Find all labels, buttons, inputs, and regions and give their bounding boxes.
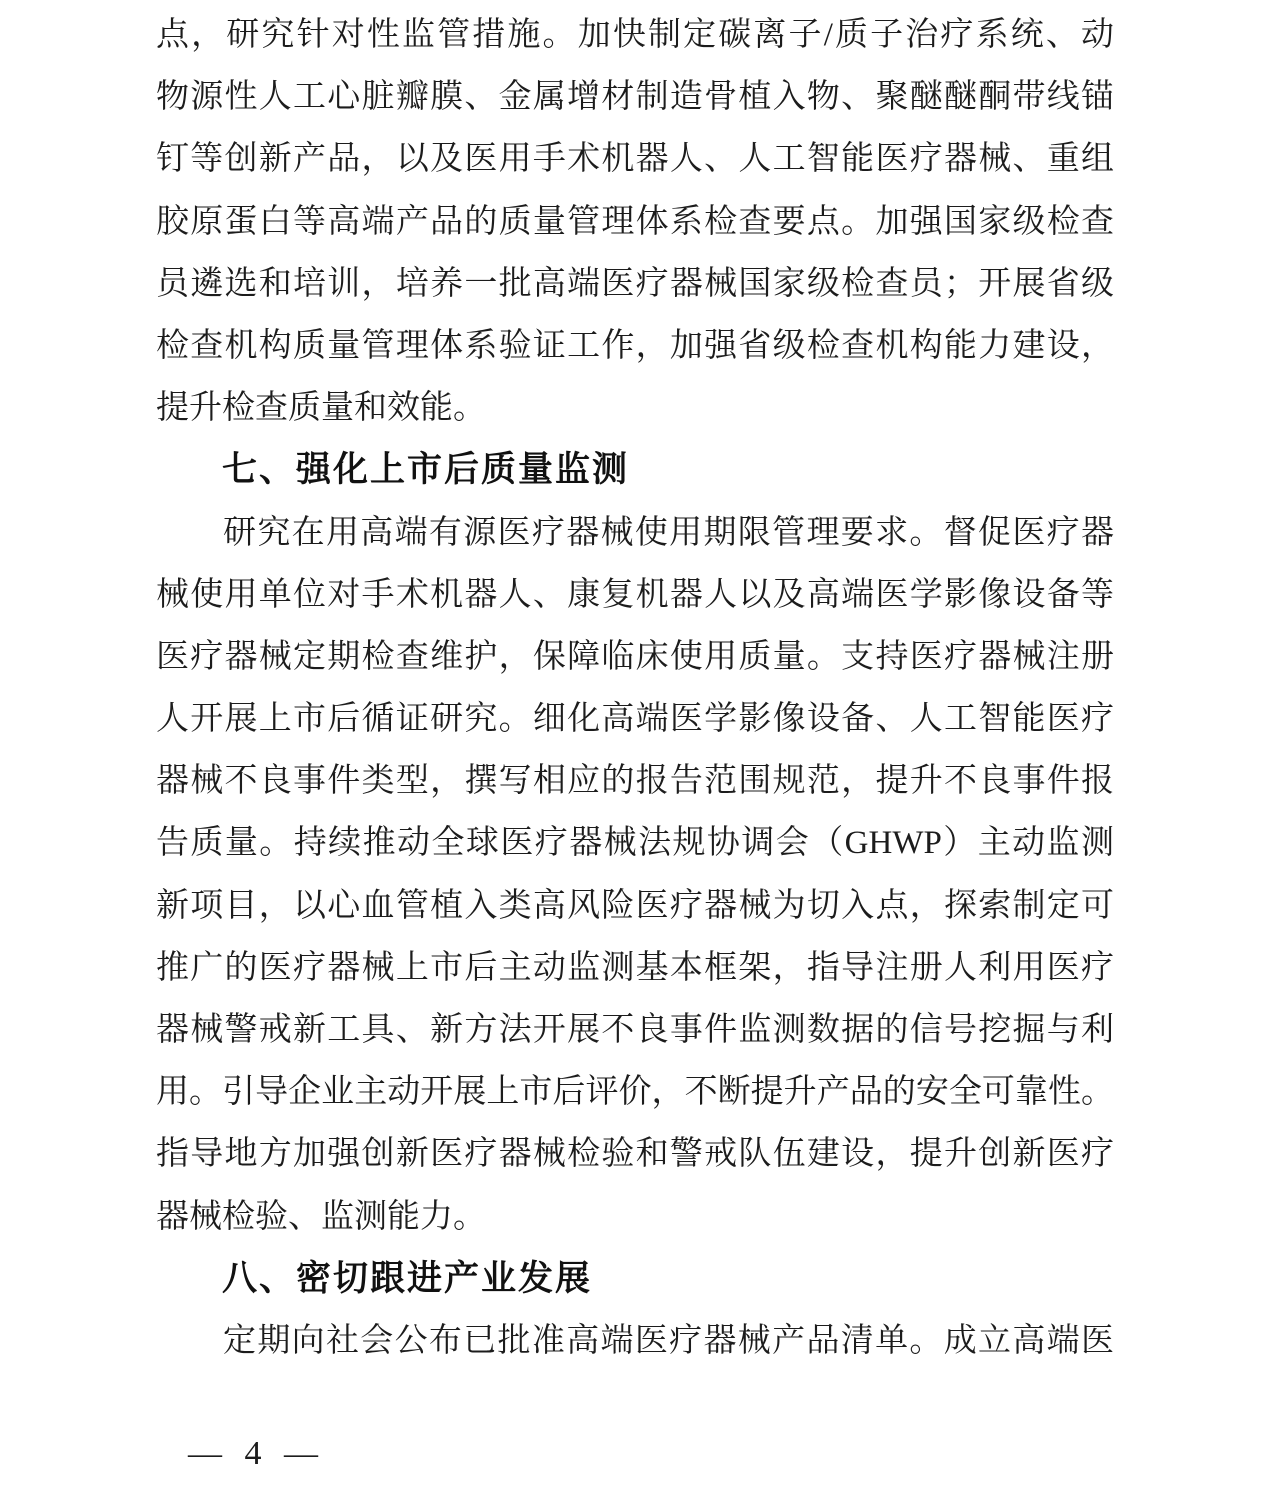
document-body [156,4,1114,1372]
document-line: 医疗器械定期检查维护，保障临床使用质量。支持医疗器械注册 [156,638,1114,675]
section-heading-8: 八、密切跟进产业发展 [222,1258,593,1298]
document-line: 器械不良事件类型，撰写相应的报告范围规范，提升不良事件报 [156,763,1114,800]
document-line: 人开展上市后循证研究。细化高端医学影像设备、人工智能医疗 [156,701,1114,738]
document-line: 检查机构质量管理体系验证工作，加强省级检查机构能力建设， [156,327,1114,364]
document-line: 告质量。持续推动全球医疗器械法规协调会（GHWP）主动监测 [156,825,1114,862]
page-number: — 4 — [188,1435,322,1472]
document-line: 用。引导企业主动开展上市后评价，不断提升产品的安全可靠性。 [156,1074,1114,1111]
document-line: 推广的医疗器械上市后主动监测基本框架，指导注册人利用医疗 [156,949,1114,986]
document-line: 新项目，以心血管植入类高风险医疗器械为切入点，探索制定可 [156,887,1114,924]
document-line: 胶原蛋白等高端产品的质量管理体系检查要点。加强国家级检查 [156,203,1114,240]
document-line: 研究在用高端有源医疗器械使用期限管理要求。督促医疗器 [223,514,1114,551]
document-line: 物源性人工心脏瓣膜、金属增材制造骨植入物、聚醚醚酮带线锚 [156,79,1114,116]
document-line: 员遴选和培训，培养一批高端医疗器械国家级检查员；开展省级 [156,265,1114,302]
document-line: 定期向社会公布已批准高端医疗器械产品清单。成立高端医 [223,1322,1114,1359]
section-heading-7: 七、强化上市后质量监测 [222,450,630,490]
page-footer [188,1432,322,1476]
document-line: 提升检查质量和效能。 [156,390,486,427]
document-line: 械使用单位对手术机器人、康复机器人以及高端医学影像设备等 [156,576,1114,613]
document-line: 器械警戒新工具、新方法开展不良事件监测数据的信号挖掘与利 [156,1012,1114,1048]
document-line: 钉等创新产品，以及医用手术机器人、人工智能医疗器械、重组 [156,141,1114,178]
document-line: 指导地方加强创新医疗器械检验和警戒队伍建设，提升创新医疗 [156,1136,1114,1173]
document-line: 点，研究针对性监管措施。加快制定碳离子/质子治疗系统、动 [156,17,1114,53]
document-line: 器械检验、监测能力。 [156,1198,486,1235]
